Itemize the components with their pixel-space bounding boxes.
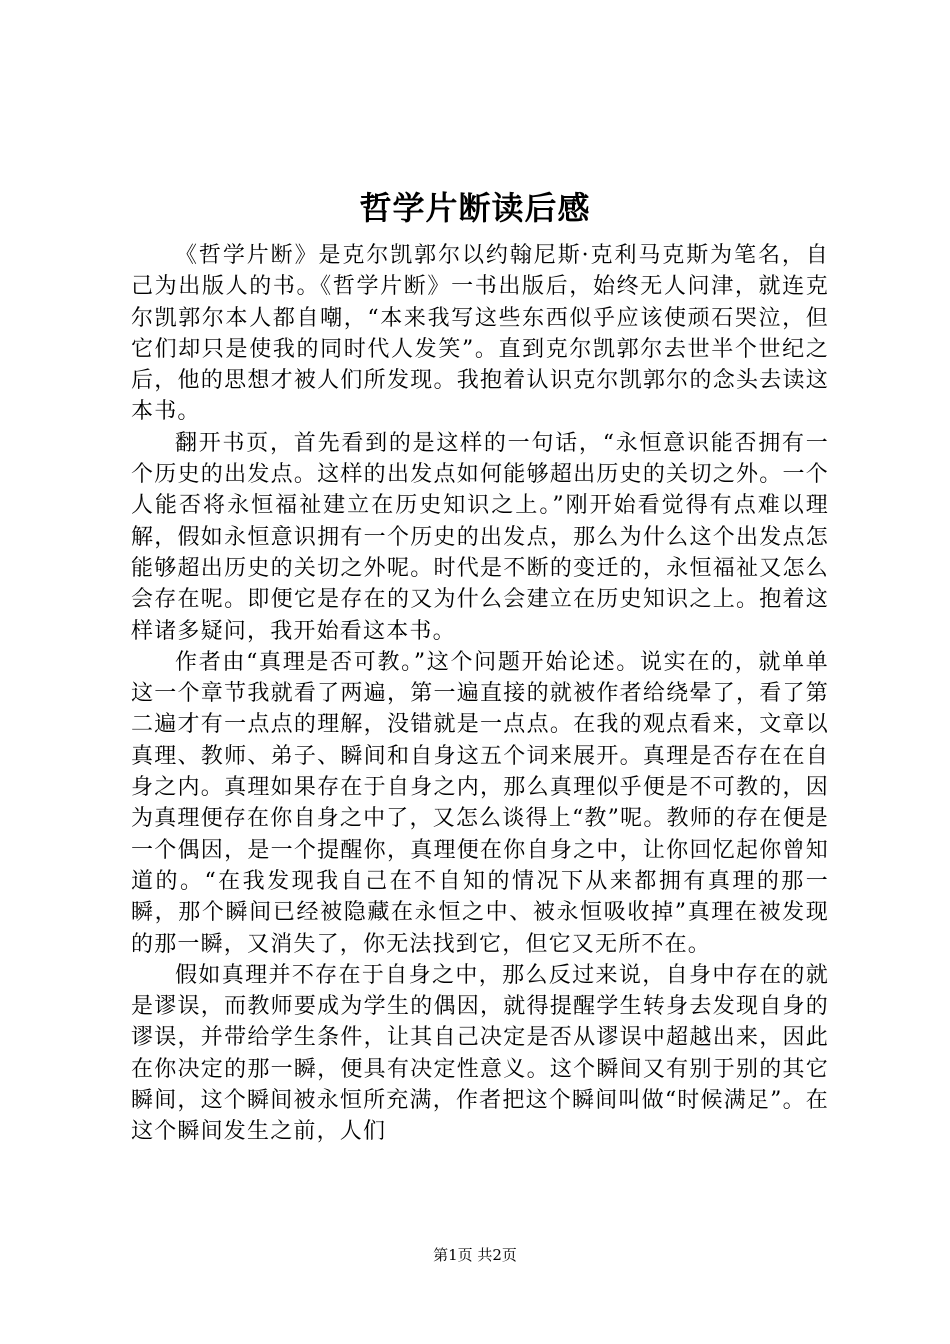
document-title: 哲学片断读后感: [359, 189, 591, 227]
document-body: [131, 240, 829, 1148]
paragraph-1: 《哲学片断》是克尔凯郭尔以约翰尼斯·克利马克斯为笔名，自己为出版人的书。《哲学片断》一书出版后，始终无人问津，就连克尔凯郭尔本人都自嘲，“本来我写这些东西似乎应该使顽石哭泣，但它们却只是使我的同时代人发笑”。直到克尔凯郭尔去世半个世纪之后，他的思想才被人们所发现。我抱着认识克尔凯郭尔的念头去读这本书。: [131, 243, 829, 425]
paragraph-3: 作者由“真理是否可教。”这个问题开始论述。说实在的，就单单这一个章节我就看了两遍，第一遍直接的就被作者给绕晕了，看了第二遍才有一点点的理解，没错就是一点点。在我的观点看来，文章以真理、教师、弟子、瞬间和自身这五个词来展开。真理是否存在在自身之内。真理如果存在于自身之内，那么真理似乎便是不可教的，因为真理便存在你自身之中了，又怎么谈得上“教”呢。教师的存在便是一个偶因，是一个提醒你，真理便在你自身之中，让你回忆起你曾知道的。“在我发现我自己在不自知的情况下从来都拥有真理的那一瞬，那个瞬间已经被隐藏在永恒之中、被永恒吸收掉”真理在被发现的那一瞬，又消失了，你无法找到它，但它又无所不在。: [131, 649, 829, 957]
paragraph-4: 假如真理并不存在于自身之中，那么反过来说，自身中存在的就是谬误，而教师要成为学生的偶因，就得提醒学生转身去发现自身的谬误，并带给学生条件，让其自己决定是否从谬误中超越出来，因此在你决定的那一瞬，便具有决定性意义。这个瞬间又有别于别的其它瞬间，这个瞬间被永恒所充满，作者把这个瞬间叫做“时候满足”。在这个瞬间发生之前，人们: [131, 962, 829, 1145]
page-number-footer: 第1页 共2页: [433, 1246, 517, 1264]
paragraph-2: 翻开书页，首先看到的是这样的一句话，“永恒意识能否拥有一个历史的出发点。这样的出发点如何能够超出历史的关切之外。一个人能否将永恒福祉建立在历史知识之上。”刚开始看觉得有点难以理解，假如永恒意识拥有一个历史的出发点，那么为什么这个出发点怎能够超出历史的关切之外呢。时代是不断的变迁的，永恒福祉又怎么会存在呢。即便它是存在的又为什么会建立在历史知识之上。抱着这样诸多疑问，我开始看这本书。: [131, 430, 829, 644]
